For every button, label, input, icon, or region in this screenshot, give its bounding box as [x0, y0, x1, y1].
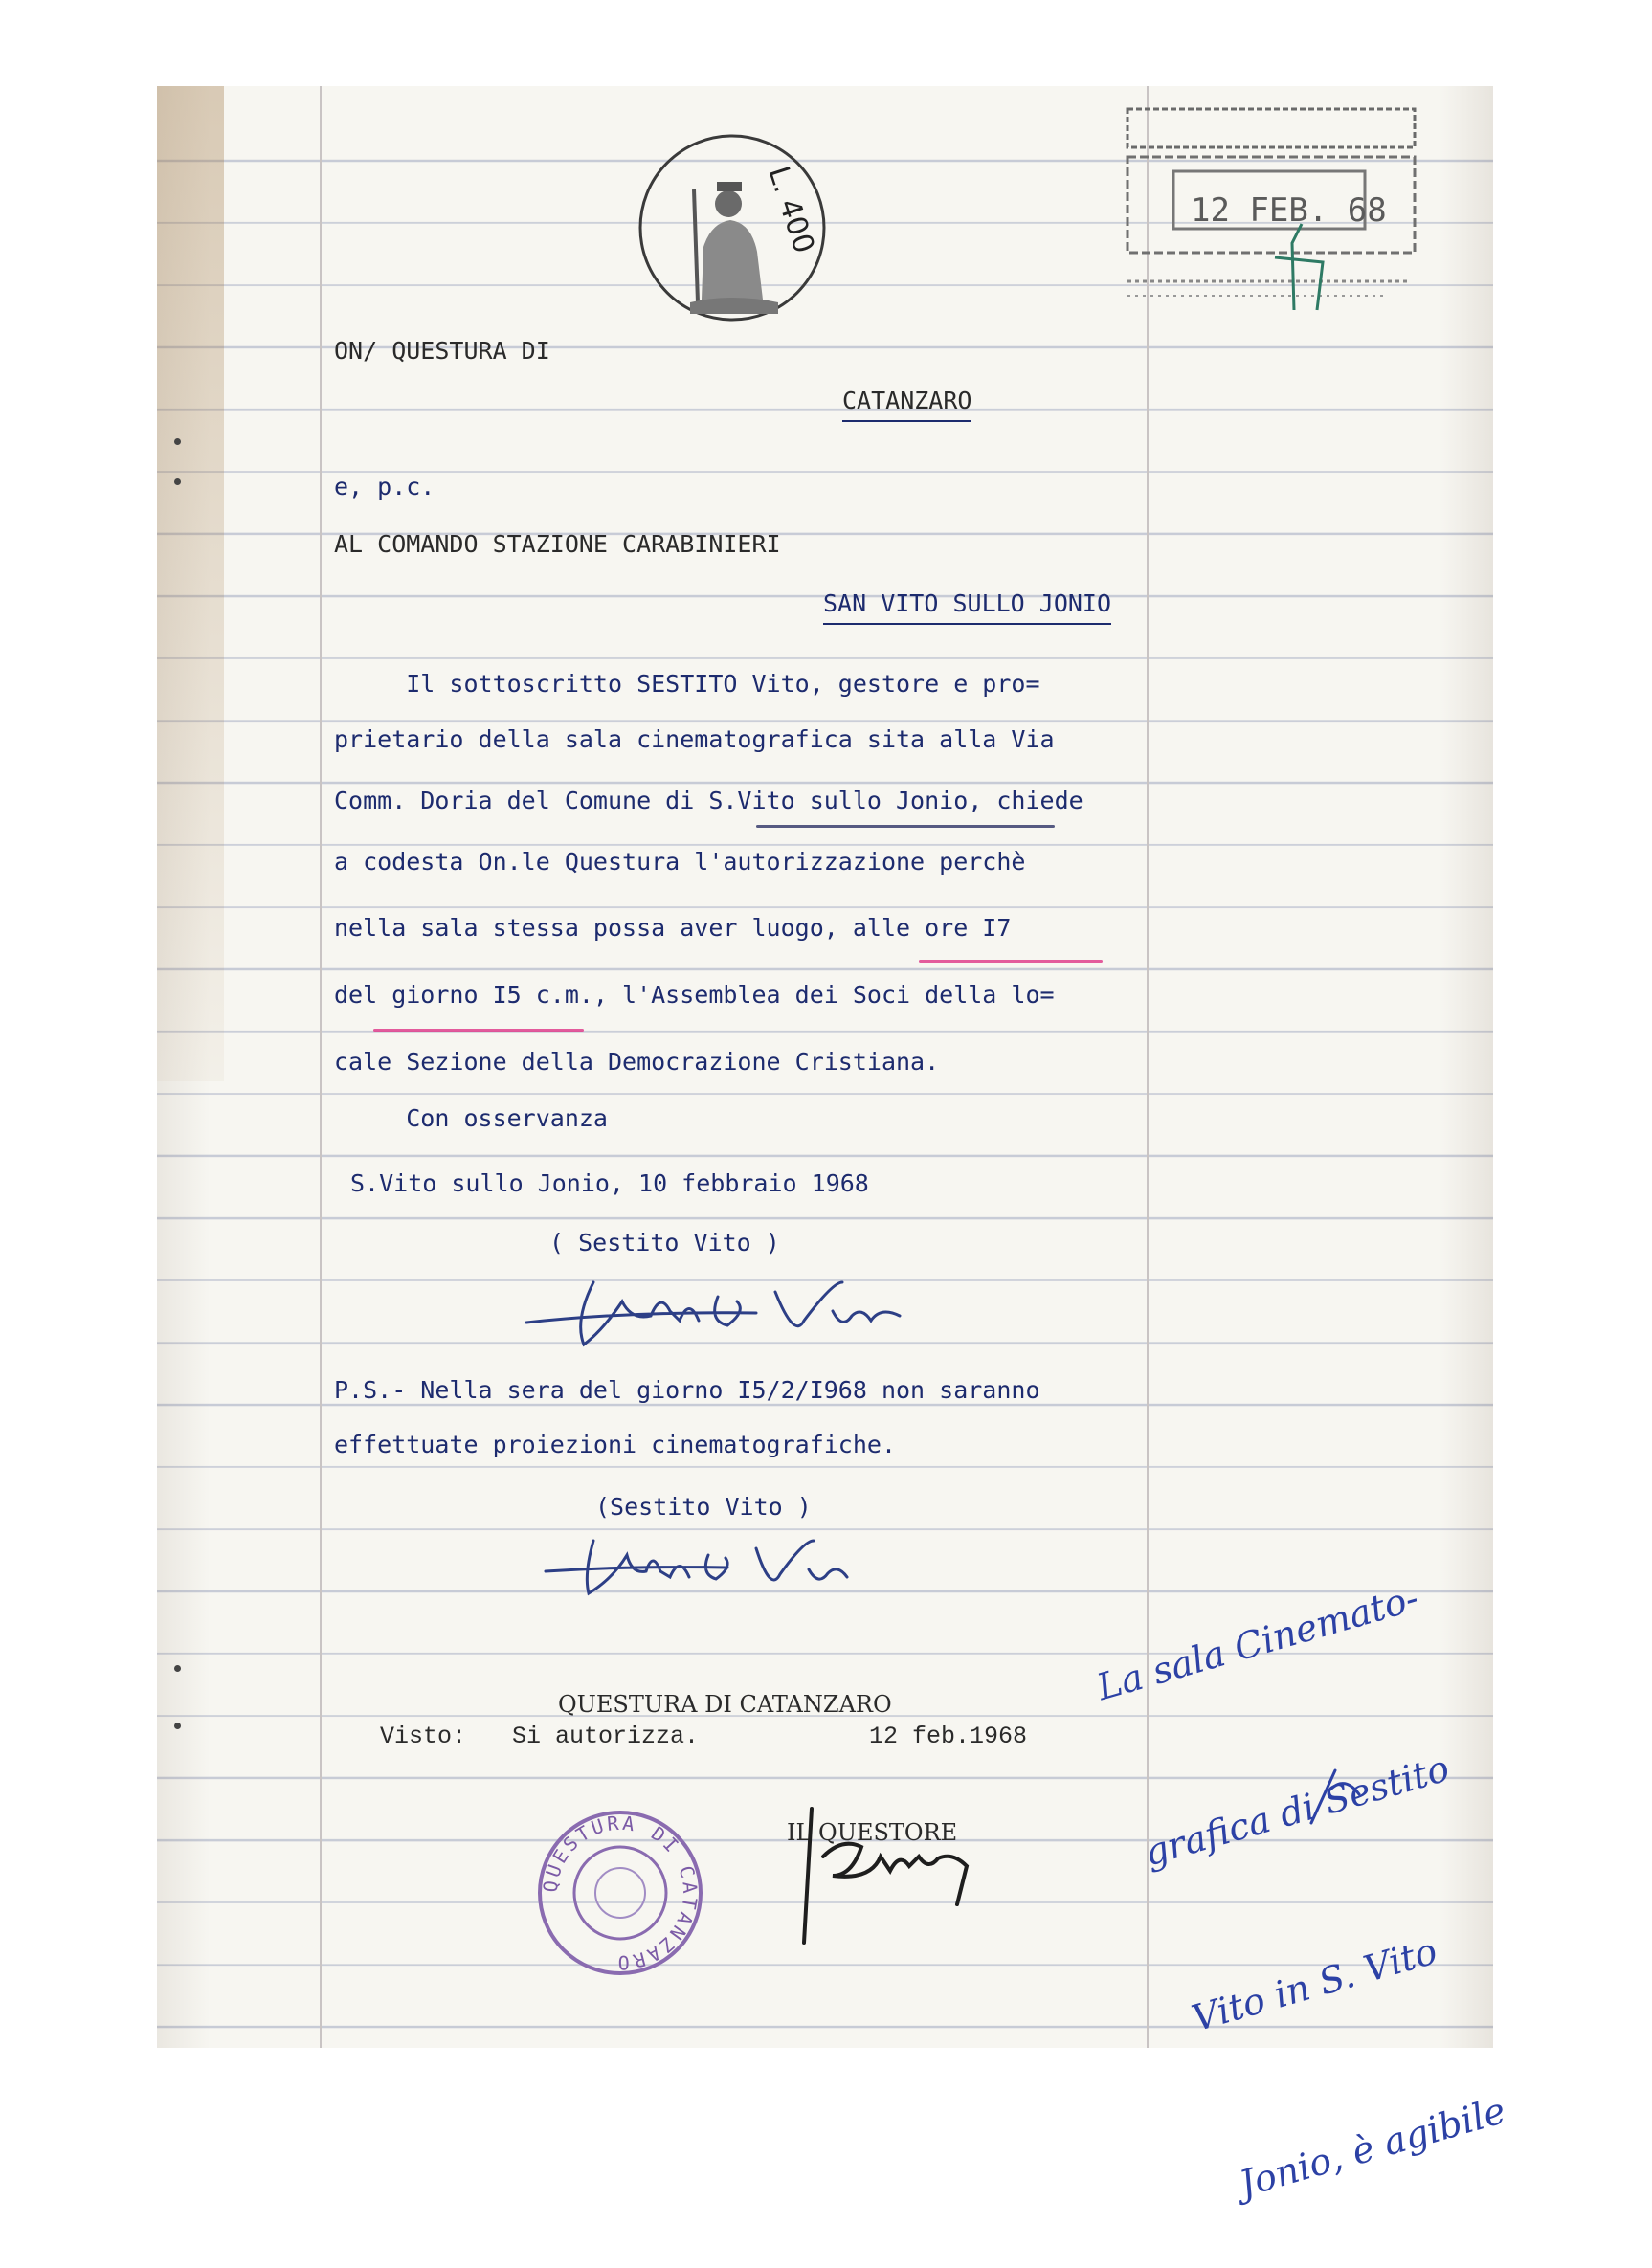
official-seal — [534, 1807, 706, 1979]
highlight-underline — [373, 1029, 584, 1032]
handwritten-note-line: Vito in S. Vito — [1187, 1929, 1442, 2040]
handwritten-note-line: grafica di Sestito — [1139, 1746, 1454, 1875]
signer-2: (Sestito Vito ) — [595, 1493, 812, 1521]
signature-2 — [536, 1531, 919, 1608]
revenue-stamp — [635, 132, 836, 333]
body-line: Il sottoscritto SESTITO Vito, gestore e pro= — [334, 670, 1040, 698]
ps-line: P.S.- Nella sera del giorno I5/2/I968 non saranno — [334, 1376, 1040, 1404]
approval-signatory: IL QUESTORE — [787, 1819, 958, 1846]
approval-date: 12 feb.1968 — [869, 1723, 1028, 1750]
revenue-stamp-value: L. 400 — [761, 162, 821, 257]
highlight-underline — [919, 960, 1103, 963]
binder-hole — [174, 1723, 181, 1729]
addressee-line-2: AL COMANDO STAZIONE CARABINIERI — [334, 530, 781, 558]
handwritten-initials — [1292, 1742, 1369, 1828]
seal-text: QUESTURA DI CATANZARO — [538, 1811, 703, 1975]
body-line: del giorno I5 c.m., l'Assemblea dei Soci della lo= — [334, 981, 1055, 1009]
highlight-underline — [756, 825, 1055, 828]
addressee-place: SAN VITO SULLO JONIO — [823, 589, 1111, 625]
place-date: S.Vito sullo Jonio, 10 febbraio 1968 — [350, 1169, 869, 1197]
approval-text: Si autorizza. — [512, 1723, 700, 1750]
body-line: prietario della sala cinematografica sita alla Via — [334, 725, 1055, 753]
binder-hole — [174, 1665, 181, 1672]
body-line: nella sala stessa possa aver luogo, alle ore I7 — [334, 914, 1012, 942]
addressee-cc: e, p.c. — [334, 473, 435, 500]
body-line: a codesta On.le Questura l'autorizzazione perchè — [334, 848, 1026, 876]
signer-1: ( Sestito Vito ) — [549, 1229, 780, 1256]
signature-1 — [517, 1263, 995, 1359]
body-line: Comm. Doria del Comune di S.Vito sullo Jonio, chiede — [334, 787, 1083, 814]
binder-hole — [174, 478, 181, 485]
handwritten-note-line: Jonio, è agibile — [1235, 2089, 1510, 2206]
received-stamp-date: 12 FEB. 68 — [1191, 191, 1387, 230]
left-margin-line — [320, 86, 322, 2048]
approval-visto-label: Visto: — [380, 1723, 467, 1750]
body-line: cale Sezione della Democrazione Cristiana. — [334, 1048, 940, 1076]
binder-hole — [174, 438, 181, 445]
ps-line: effettuate proiezioni cinematografiche. — [334, 1431, 896, 1458]
signature-questore — [785, 1799, 995, 1962]
addressee-line-1: ON/ QUESTURA DI — [334, 337, 550, 365]
handwritten-note-line: La sala Cinemato- — [1092, 1576, 1423, 1709]
body-line: Con osservanza — [334, 1104, 608, 1132]
approval-office: QUESTURA DI CATANZARO — [558, 1691, 892, 1718]
addressee-city: CATANZARO — [842, 387, 971, 422]
